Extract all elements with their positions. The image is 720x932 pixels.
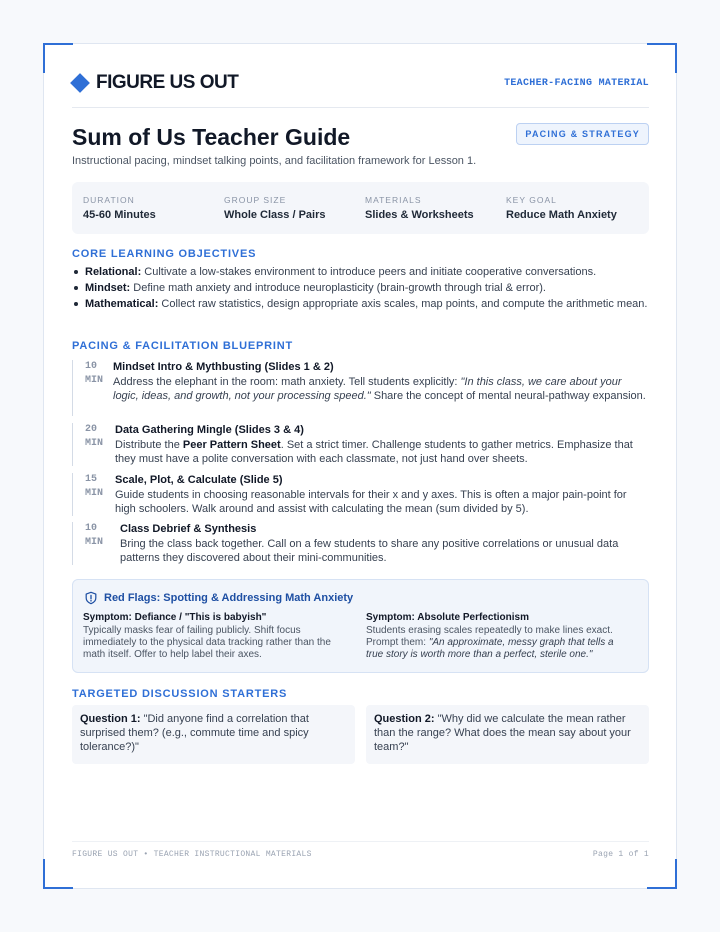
info-value: Slides & Worksheets <box>365 209 474 221</box>
diamond-logo-icon <box>70 73 90 93</box>
step-quote: "In this class, we care about your logic, ideas, and growth, not your processing speed." <box>113 376 622 402</box>
question-text: "Did anyone find a correlation that surprised them? (e.g., commute time and spicy tolerance?)" <box>80 713 309 753</box>
step-text: Bring the class back together. Call on a few students to share any positive correlations or unusual data patterns they discovered about their mini-communities. <box>120 538 619 564</box>
step-duration <box>72 423 102 466</box>
objective-label: Mathematical: <box>85 298 159 310</box>
question-label: Question 2: <box>374 713 435 725</box>
step-body <box>115 423 649 466</box>
blueprint-step-3 <box>72 473 649 516</box>
flag-defiance <box>83 611 345 661</box>
flag-text: Typically masks fear of failing publicly. Shift focus immediately to the physical data tracking rather than the math itself. Offer to help label their axes. <box>83 625 331 660</box>
red-flags-callout <box>72 579 649 673</box>
audience-tag: TEACHER-FACING MATERIAL <box>504 78 649 89</box>
objectives-heading: CORE LEARNING OBJECTIVES <box>72 248 257 260</box>
step-body <box>113 360 649 403</box>
step-text-part: Distribute the <box>115 439 183 451</box>
step-unit: MIN <box>85 488 104 499</box>
step-minutes: 10 <box>85 523 98 534</box>
document-header <box>72 62 649 108</box>
step-duration <box>72 473 102 516</box>
lesson-info-strip <box>72 182 649 234</box>
page-footer <box>72 841 649 859</box>
footer-left: FIGURE US OUT • TEACHER INSTRUCTIONAL MATERIALS <box>72 850 312 859</box>
step-body <box>120 522 649 565</box>
step-minutes: 10 <box>85 361 98 372</box>
step-text <box>115 438 649 466</box>
brand-name: FIGURE US OUT <box>96 72 239 93</box>
objectives-list <box>72 265 649 313</box>
question-label: Question 1: <box>80 713 141 725</box>
blueprint-step-2 <box>72 423 649 466</box>
step-bold: Peer Pattern Sheet <box>182 439 281 451</box>
flag-symptom: Symptom: Absolute Perfectionism <box>366 612 529 623</box>
info-label: MATERIALS <box>365 195 422 205</box>
step-text <box>113 375 649 403</box>
info-value: Reduce Math Anxiety <box>506 209 617 221</box>
step-unit: MIN <box>85 375 104 386</box>
red-flags-title <box>84 591 353 605</box>
step-duration <box>72 522 102 565</box>
discussion-question-2 <box>366 705 649 764</box>
step-title: Scale, Plot, & Calculate (Slide 5) <box>115 474 283 486</box>
list-item <box>72 281 649 295</box>
list-item <box>72 297 649 311</box>
step-text-part: . Set a strict timer. Challenge students to gather metrics. Emphasize that they must have a polite conversation with each classmate, not just hand over sheets. <box>115 439 633 465</box>
info-value: Whole Class / Pairs <box>224 209 326 221</box>
info-materials <box>365 195 506 234</box>
shield-icon <box>84 591 98 605</box>
info-duration <box>83 195 224 234</box>
page-subtitle: Instructional pacing, mindset talking points, and facilitation framework for Lesson 1. <box>72 155 477 167</box>
objective-text: Define math anxiety and introduce neuroplasticity (brain-growth through trial & error). <box>130 282 546 294</box>
blueprint-step-4 <box>72 522 649 565</box>
step-title: Class Debrief & Synthesis <box>120 523 257 535</box>
step-duration <box>72 360 102 416</box>
page-number: Page 1 of 1 <box>592 850 649 859</box>
objective-label: Mindset: <box>85 282 131 294</box>
discussion-heading: TARGETED DISCUSSION STARTERS <box>72 688 288 700</box>
flag-quote: "An approximate, messy graph that tells a true story is worth more than a perfect, sterile one." <box>366 637 614 660</box>
corner-mark-bottom-left <box>43 859 73 889</box>
category-pill: PACING & STRATEGY <box>516 123 649 145</box>
question-text: "Why did we calculate the mean rather than the range? What does the mean say about your team?" <box>374 713 631 753</box>
info-label: KEY GOAL <box>506 195 557 205</box>
flag-text <box>366 625 628 661</box>
step-unit: MIN <box>85 537 104 548</box>
blueprint-step-1 <box>72 360 649 416</box>
step-title: Mindset Intro & Mythbusting (Slides 1 & 2) <box>113 361 334 373</box>
step-text: Guide students in choosing reasonable intervals for their x and y axes. This is often a major pain-point for high schoolers. Walk around and assist with calculating the mean (sum divided by 5). <box>115 489 627 515</box>
brand-logo <box>72 72 238 94</box>
page-title: Sum of Us Teacher Guide <box>72 124 351 150</box>
corner-mark-bottom-right <box>647 859 677 889</box>
step-title: Data Gathering Mingle (Slides 3 & 4) <box>115 424 304 436</box>
red-flags-title-text: Red Flags: Spotting & Addressing Math Anxiety <box>104 592 354 604</box>
info-key-goal <box>506 195 647 234</box>
step-unit: MIN <box>85 438 104 449</box>
objective-text: Cultivate a low-stakes environment to introduce peers and initiate cooperative conversations. <box>141 266 597 278</box>
step-body <box>115 473 649 516</box>
flag-text-part: Students erasing scales repeatedly to make lines exact. Prompt them: <box>366 625 613 648</box>
list-item <box>72 265 649 279</box>
blueprint-heading: PACING & FACILITATION BLUEPRINT <box>72 340 293 352</box>
step-text-part: Address the elephant in the room: math anxiety. Tell students explicitly: <box>113 376 461 388</box>
document-content <box>72 62 649 859</box>
step-minutes: 20 <box>85 424 98 435</box>
step-text-part: Share the concept of mental neural-pathway expansion. <box>370 390 646 402</box>
info-value: 45-60 Minutes <box>83 209 156 221</box>
corner-mark-top-left <box>43 43 73 73</box>
step-minutes: 15 <box>85 474 98 485</box>
flag-symptom: Symptom: Defiance / "This is babyish" <box>83 612 267 623</box>
info-label: DURATION <box>83 195 135 205</box>
discussion-question-1 <box>72 705 355 764</box>
objective-label: Relational: <box>85 266 142 278</box>
corner-mark-top-right <box>647 43 677 73</box>
flag-perfectionism <box>366 611 628 661</box>
info-group-size <box>224 195 365 234</box>
info-label: GROUP SIZE <box>224 195 287 205</box>
objective-text: Collect raw statistics, design appropriate axis scales, map points, and compute the arithmetic mean. <box>158 298 648 310</box>
